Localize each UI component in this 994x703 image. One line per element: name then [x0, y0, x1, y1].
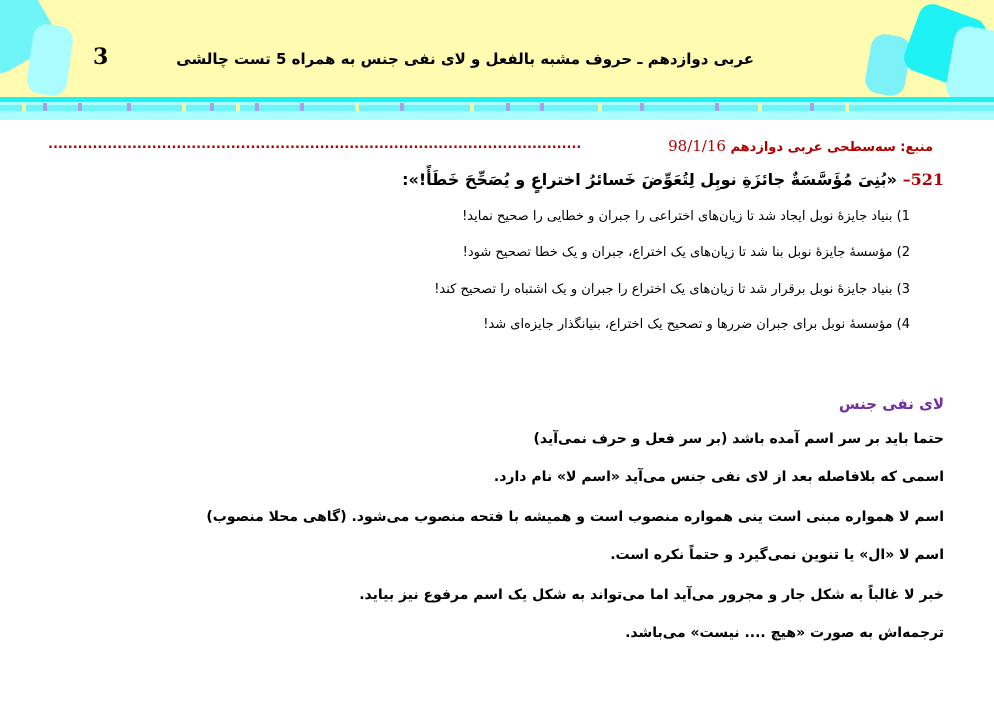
source-label: منبع: سه‌سطحی عربی دوازدهم	[730, 140, 933, 155]
page-header	[0, 0, 994, 97]
decorative-band	[0, 97, 994, 120]
option-2: 2) مؤسسهٔ جایزهٔ نوبل بنا شد تا زیان‌های یک اختراع، جبران و یک خطا تصحیح شود!	[462, 245, 910, 260]
option-1: 1) بنیاد جایزهٔ نوبل ایجاد شد تا زیان‌های اختراعی را جبران و خطایی را صحیح نماید!	[462, 209, 910, 224]
question-text: «بُنِیَ مُؤَسَّسَةٌ جائزَةِ نوبِل لِتُعَوِّضَ خَسائرُ اختراعٍ و یُصَحِّحَ خَطَأً!»:	[402, 170, 898, 189]
source-date: 98/1/16	[668, 137, 726, 155]
rule-item: ترجمه‌اش به صورت «هیچ .... نیست» می‌باشد.	[625, 625, 944, 641]
rule-item: اسم لا «ال» یا تنوین نمی‌گیرد و حتماً نکره است.	[610, 547, 944, 563]
rule-item: خبر لا غالباً به شکل جار و مجرور می‌آید اما می‌تواند به شکل یک اسم مرفوع نیز بیاید.	[359, 587, 944, 603]
decorative-shape	[25, 23, 74, 97]
question-number: 521–	[902, 170, 944, 189]
source-dots: ............................................................................................................	[48, 137, 582, 152]
page-title: عربی دوازدهم ـ حروف مشبه بالفعل و لای نفی جنس به همراه 5 تست چالشی	[176, 50, 754, 68]
question	[402, 170, 944, 189]
source-line	[48, 137, 933, 155]
option-3: 3) بنیاد جایزهٔ نوبل برقرار شد تا زیان‌های یک اختراع را جبران و یک اشتباه را تصحیح کند!	[434, 282, 910, 297]
rule-item: اسم لا همواره مبنی است ینی همواره منصوب است و همیشه با فتحه منصوب می‌شود. (گاهی محلا منصوب)	[206, 509, 944, 525]
page-number: 3	[93, 44, 109, 70]
rule-item: اسمی که بلافاصله بعد از لای نفی جنس می‌آید «اسم لا» نام دارد.	[493, 469, 944, 485]
option-4: 4) مؤسسهٔ نوبل برای جبران ضررها و تصحیح یک اختراع، بنیانگذار جایزه‌ای شد!	[483, 317, 910, 332]
rule-item: حتما باید بر سر اسم آمده باشد (بر سر فعل و حرف نمی‌آید)	[533, 431, 944, 447]
section-heading: لای نفی جنس	[838, 395, 944, 413]
